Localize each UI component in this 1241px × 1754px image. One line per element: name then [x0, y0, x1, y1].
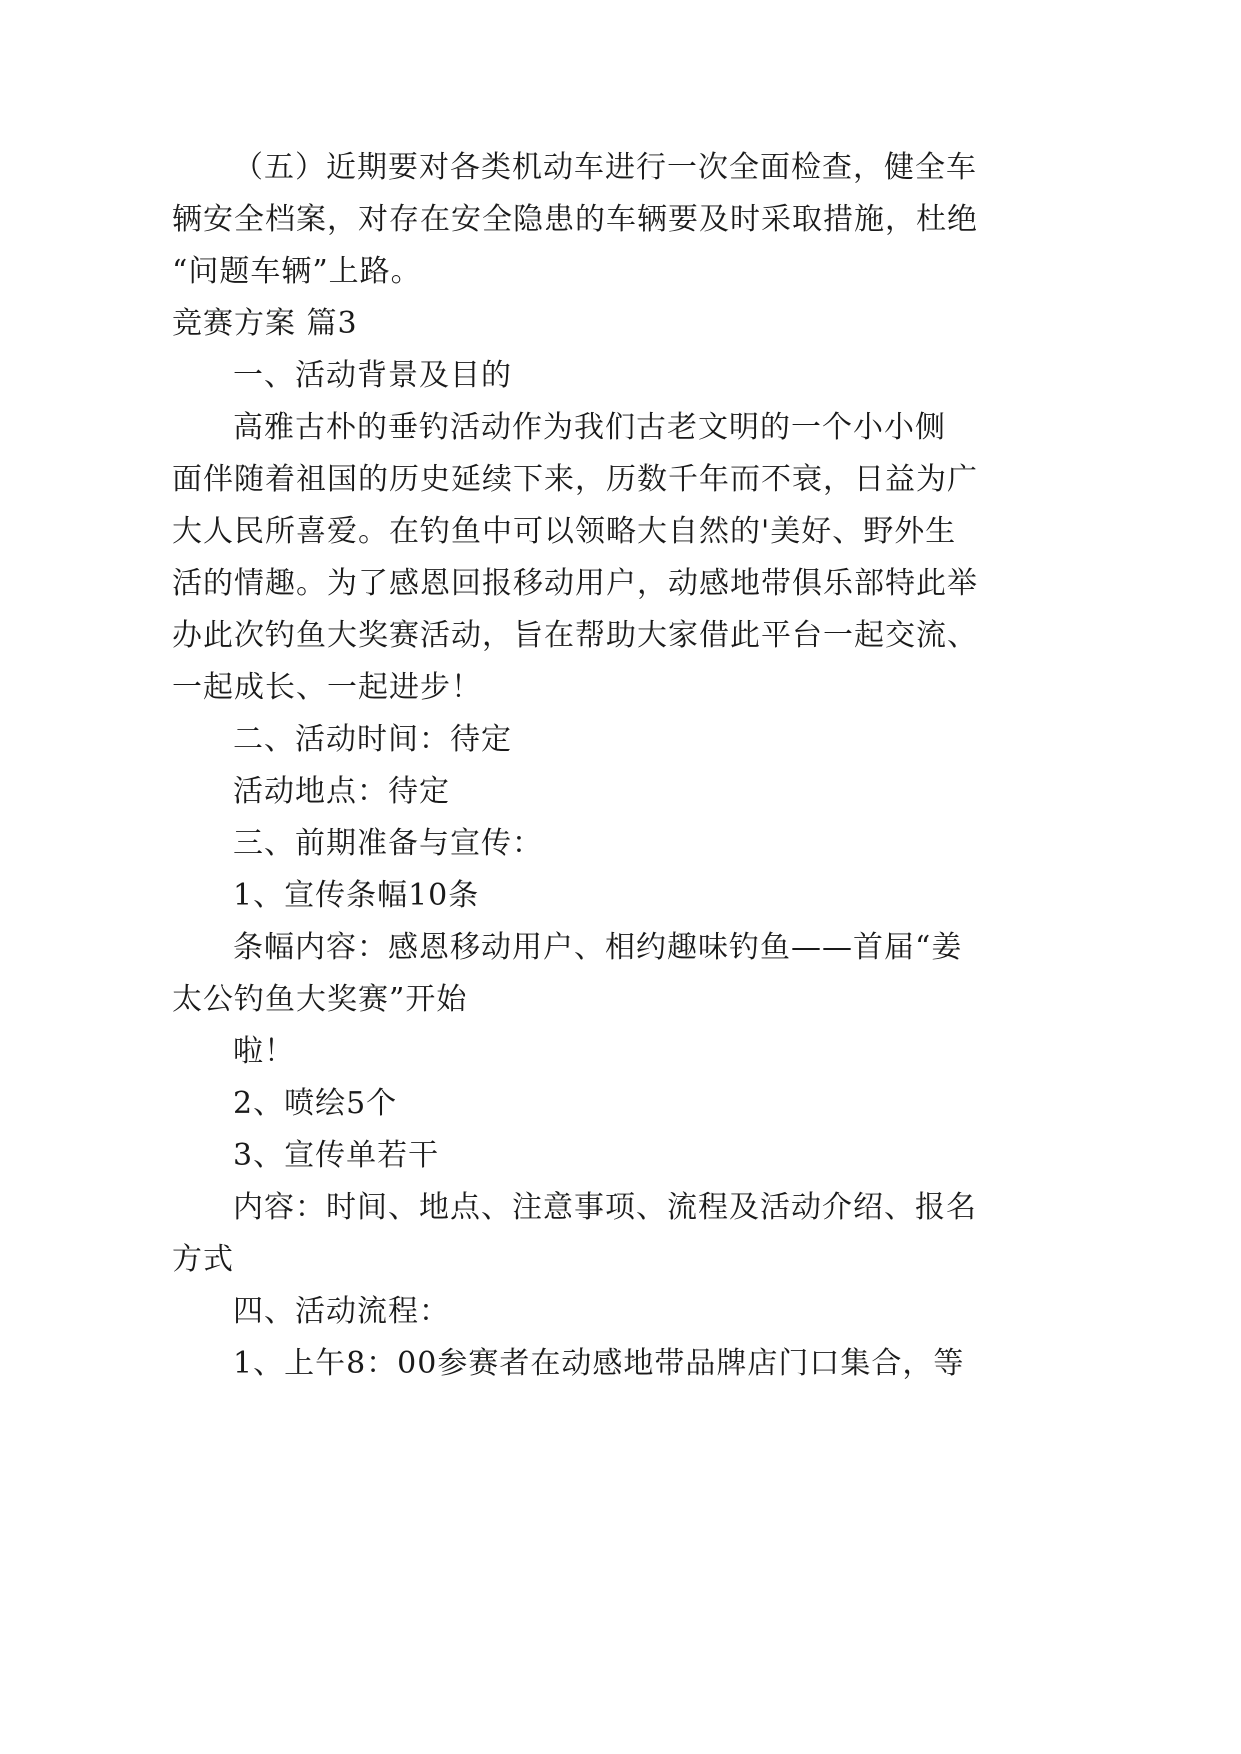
section-heading: 竞赛方案 篇3	[172, 306, 358, 341]
paragraph-line: “问题车辆”上路。	[172, 254, 422, 289]
paragraph-line: 大人民所喜爱。在钓鱼中可以领略大自然的'美好、野外生	[172, 514, 957, 549]
list-item: 3、宣传单若干	[233, 1138, 440, 1173]
paragraph-line: 高雅古朴的垂钓活动作为我们古老文明的一个小小侧	[233, 410, 946, 445]
paragraph-line: 啦！	[233, 1034, 295, 1069]
subheading: 一、活动背景及目的	[233, 358, 512, 393]
subheading: 三、前期准备与宣传：	[233, 826, 543, 861]
subheading: 二、活动时间：待定	[233, 722, 512, 757]
paragraph-line: 活的情趣。为了感恩回报移动用户，动感地带俱乐部特此举	[172, 566, 978, 601]
subheading: 四、活动流程：	[233, 1294, 450, 1329]
paragraph-line: 太公钓鱼大奖赛”开始	[172, 982, 468, 1017]
paragraph-line: 条幅内容：感恩移动用户、相约趣味钓鱼——首届“姜	[233, 930, 963, 965]
list-item: 2、喷绘5个	[233, 1086, 398, 1121]
paragraph-line: 辆安全档案，对存在安全隐患的车辆要及时采取措施，杜绝	[172, 202, 978, 237]
list-item: 1、宣传条幅10条	[233, 878, 480, 913]
paragraph-line: 面伴随着祖国的历史延续下来，历数千年而不衰，日益为广	[172, 462, 978, 497]
paragraph-line: 一起成长、一起进步！	[172, 670, 482, 705]
paragraph-line: （五）近期要对各类机动车进行一次全面检查，健全车	[233, 150, 977, 185]
list-item: 1、上午8：00参赛者在动感地带品牌店门口集合，等	[233, 1346, 965, 1381]
paragraph-line: 方式	[172, 1242, 234, 1277]
paragraph-line: 内容：时间、地点、注意事项、流程及活动介绍、报名	[233, 1190, 977, 1225]
paragraph-line: 活动地点：待定	[233, 774, 450, 809]
paragraph-line: 办此次钓鱼大奖赛活动，旨在帮助大家借此平台一起交流、	[172, 618, 978, 653]
